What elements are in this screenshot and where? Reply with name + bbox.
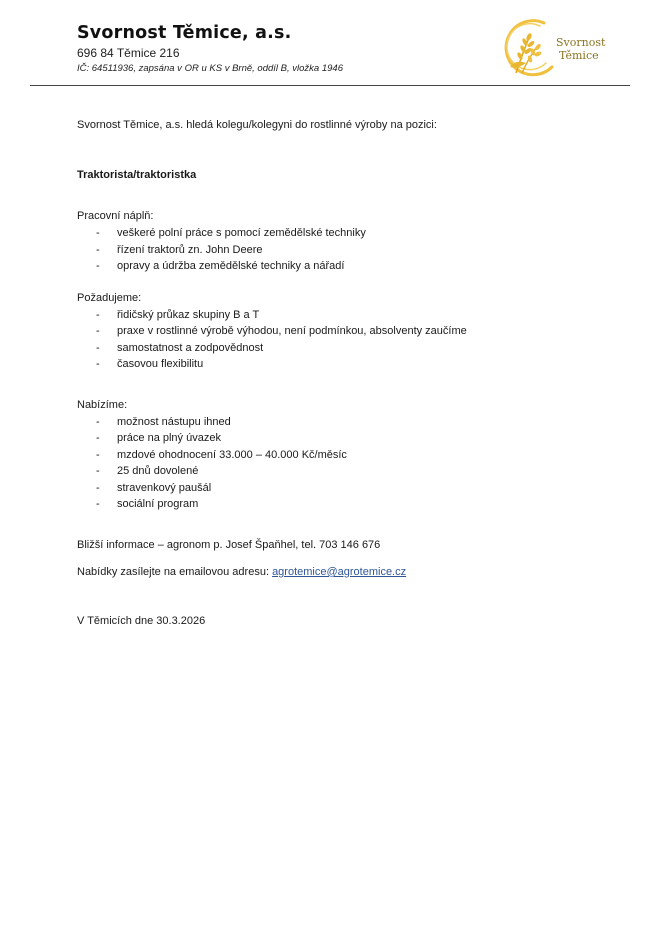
bullet-marker: - (96, 432, 100, 444)
section-heading-duties: Pracovní náplň: (77, 210, 154, 222)
duty-item: veškeré polní práce s pomocí zemědělské techniky (117, 227, 366, 239)
company-logo (496, 17, 616, 79)
offer-item: sociální program (117, 498, 199, 510)
bullet-marker: - (96, 498, 100, 510)
bullet-marker: - (96, 482, 100, 494)
requirement-item: praxe v rostlinné výrobě výhodou, není podmínkou, absolventy zaučíme (117, 325, 467, 337)
offer-item: stravenkový paušál (117, 482, 212, 494)
company-registration: IČ: 64511936, zapsána v OR u KS v Brně, oddíl B, vložka 1946 (77, 63, 343, 74)
requirement-item: samostatnost a zodpovědnost (117, 342, 264, 354)
bullet-marker: - (96, 227, 100, 239)
logo-text-line1: Svornost (556, 36, 606, 49)
requirement-item: časovou flexibilitu (117, 358, 204, 370)
section-heading-offers: Nabízíme: (77, 399, 128, 411)
section-heading-requirements: Požadujeme: (77, 292, 142, 304)
logo-text-line2: Těmice (559, 49, 599, 62)
bullet-marker: - (96, 449, 100, 461)
bullet-marker: - (96, 465, 100, 477)
position-title: Traktorista/traktoristka (77, 169, 197, 181)
company-name: Svornost Těmice, a.s. (77, 23, 292, 43)
header-divider (30, 85, 630, 86)
offer-item: mzdové ohodnocení 33.000 – 40.000 Kč/měsíc (117, 449, 347, 461)
contact-info: Bližší informace – agronom p. Josef Špaňhel, tel. 703 146 676 (77, 539, 381, 551)
bullet-marker: - (96, 358, 100, 370)
bullet-marker: - (96, 309, 100, 321)
offer-item: práce na plný úvazek (117, 432, 221, 444)
duty-item: opravy a údržba zemědělské techniky a nářadí (117, 260, 345, 272)
offer-item: 25 dnů dovolené (117, 465, 199, 477)
duty-item: řízení traktorů zn. John Deere (117, 244, 263, 256)
bullet-marker: - (96, 416, 100, 428)
wheat-logo-icon (496, 17, 556, 79)
bullet-marker: - (96, 260, 100, 272)
email-link[interactable]: agrotemice@agrotemice.cz (272, 566, 407, 578)
email-prefix: Nabídky zasílejte na emailovou adresu: (77, 566, 269, 578)
bullet-marker: - (96, 342, 100, 354)
email-line (77, 566, 406, 578)
requirement-item: řidičský průkaz skupiny B a T (117, 309, 260, 321)
bullet-marker: - (96, 325, 100, 337)
intro-text: Svornost Těmice, a.s. hledá kolegu/kolegyni do rostlinné výroby na pozici: (77, 119, 437, 131)
offer-item: možnost nástupu ihned (117, 416, 231, 428)
bullet-marker: - (96, 244, 100, 256)
date-line: V Těmicích dne 30.3.2026 (77, 615, 206, 627)
company-address: 696 84 Těmice 216 (77, 46, 180, 60)
